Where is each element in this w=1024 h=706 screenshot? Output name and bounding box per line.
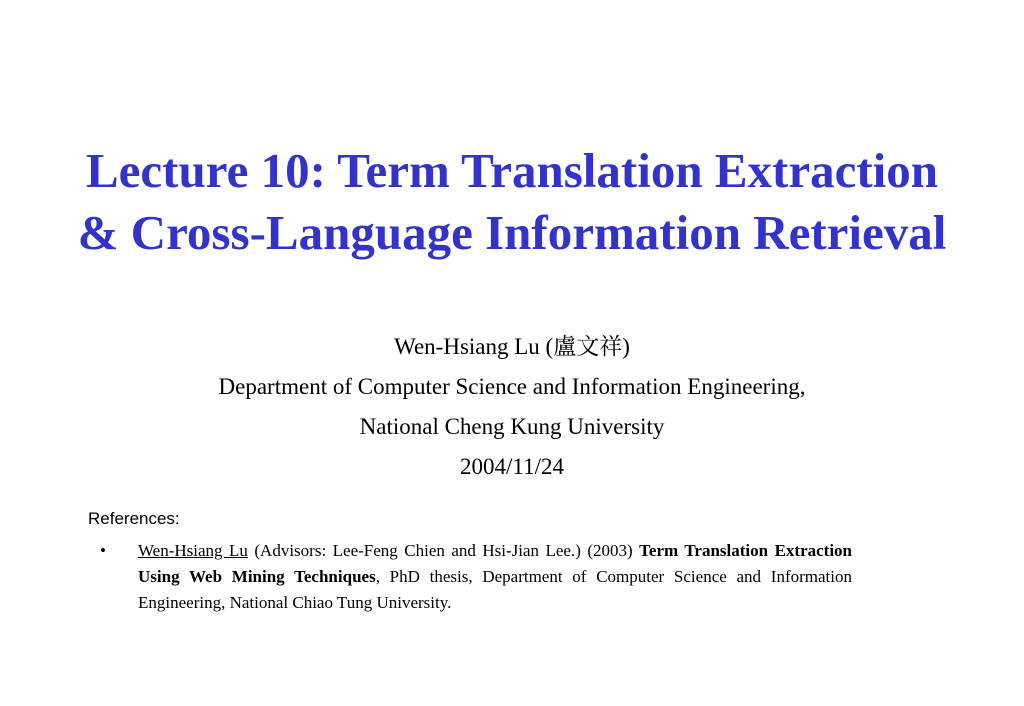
reference-text [138, 538, 852, 616]
title-line-2: & Cross-Language Information Retrieval [77, 205, 947, 260]
reference-title: Term Translation Extraction Using Web Mining Techniques [138, 541, 853, 586]
university: National Cheng Kung University [359, 414, 665, 439]
department: Department of Computer Science and Information Engineering, [218, 374, 806, 399]
date: 2004/11/24 [460, 454, 564, 479]
reference-rest: , PhD thesis, Department of Computer Science and Information Engineering, National Chiao Tung University. [138, 567, 852, 612]
author-block [0, 327, 1024, 487]
bullet: • [100, 541, 106, 560]
reference-item [100, 538, 852, 616]
reference-advisors: (Advisors: Lee-Feng Chien and Hsi-Jian Lee.) (2003) [247, 541, 640, 560]
references-heading: References: [88, 509, 180, 528]
title-line-1: Lecture 10: Term Translation Extraction [86, 143, 938, 198]
author-name: Wen-Hsiang Lu (盧文祥) [394, 334, 630, 359]
reference-author-link[interactable]: Wen-Hsiang Lu [138, 541, 248, 560]
slide-title [0, 140, 1024, 264]
